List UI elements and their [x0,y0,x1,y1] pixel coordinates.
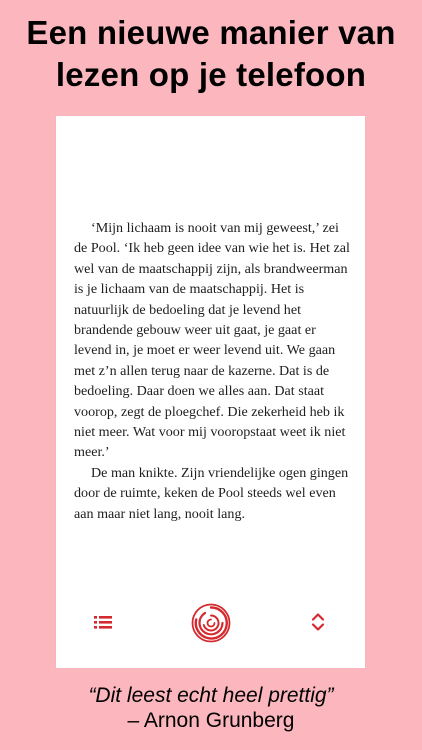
reader-paragraph: ‘Mijn lichaam is nooit van mij geweest,’ zei de Pool. ‘Ik heb geen idee van wie het is. Het zal wel van de maatschappij zijn, als brandweerman is je lichaam van de maatschappij. Het is natuurlijk de bedoeling dat je levend het brandende gebouw weer uit gaat, je gaat er levend in, je moet er weer levend uit. We gaan met z’n allen terug naar de kazerne. Dat is de bedoeling. Daar doen we alles aan. Dat staat voorop, zegt de ploegchef. Die zekerheid heb ik niet meer. Wat voor mij vooropstaat weet ik niet meer.’ [74,220,350,461]
list-icon [94,614,112,630]
table-of-contents-button[interactable] [94,614,112,630]
page-navigation-button[interactable] [311,612,325,632]
reader-screen [56,116,365,668]
spiral-logo-icon [191,603,231,643]
reader-paragraph: De man knikte. Zijn vriendelijke ogen gingen door de ruimte, keken de Pool steeds wel even aan maar niet lang, nooit lang. [74,464,349,522]
headline [0,12,422,96]
testimonial [0,683,422,733]
app-logo-button[interactable] [191,603,231,643]
testimonial-author: – Arnon Grunberg [127,709,295,732]
testimonial-quote: “Dit leest echt heel prettig” [88,684,334,707]
headline-line-2: lezen op je telefoon [55,56,367,93]
reader-text[interactable] [74,218,352,524]
headline-line-1: Een nieuwe manier van [26,14,396,51]
chevron-up-down-icon [311,612,325,632]
